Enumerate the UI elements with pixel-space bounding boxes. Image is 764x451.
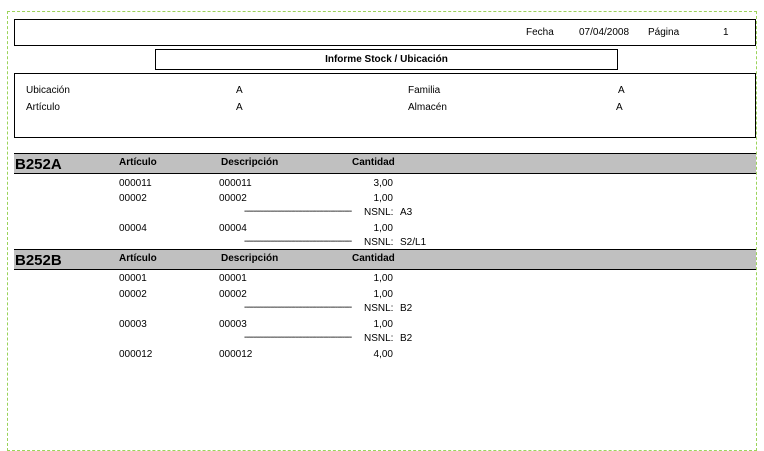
nsnl-value: B2 (400, 303, 413, 314)
row-cantidad: 1,00 (373, 193, 393, 204)
row-articulo: 00002 (119, 193, 147, 204)
row-cantidad: 1,00 (373, 319, 393, 330)
row-cantidad: 1,00 (373, 273, 393, 284)
nsnl-value: B2 (400, 333, 413, 344)
col-articulo-header: Artículo (119, 253, 157, 264)
row-descripcion: 00003 (219, 319, 247, 330)
row-articulo: 00003 (119, 319, 147, 330)
group-code: B252B (15, 252, 62, 269)
row-descripcion: 000011 (219, 178, 252, 189)
nsnl-value: A3 (400, 207, 413, 218)
dash-line: ---------------------------------------------- (244, 236, 352, 247)
pagina-label: Página (648, 27, 680, 38)
row-articulo: 00002 (119, 289, 147, 300)
dash-line: ---------------------------------------------- (244, 302, 352, 313)
group-band (14, 249, 756, 270)
row-articulo: 00001 (119, 273, 147, 284)
group-band (14, 153, 756, 174)
report-title: Informe Stock / Ubicación (155, 49, 618, 70)
row-cantidad: 4,00 (373, 349, 393, 360)
col-cantidad-header: Cantidad (352, 253, 395, 264)
nsnl-label: NSNL: (364, 237, 394, 248)
ubicacion-label: Ubicación (26, 85, 70, 96)
row-cantidad: 1,00 (373, 289, 393, 300)
familia-value: A (618, 85, 625, 96)
col-cantidad-header: Cantidad (352, 157, 395, 168)
articulo-filter-value: A (236, 102, 243, 113)
nsnl-label: NSNL: (364, 207, 394, 218)
row-descripcion: 00002 (219, 289, 247, 300)
row-articulo: 000012 (119, 349, 153, 360)
fecha-value: 07/04/2008 (579, 27, 630, 38)
row-articulo: 000011 (119, 178, 152, 189)
ubicacion-value: A (236, 85, 243, 96)
row-descripcion: 00001 (219, 273, 247, 284)
row-cantidad: 1,00 (373, 223, 393, 234)
almacen-value: A (616, 102, 623, 113)
familia-label: Familia (408, 85, 441, 96)
row-descripcion: 000012 (219, 349, 253, 360)
dash-line: ---------------------------------------------- (244, 206, 352, 217)
filters-box (14, 73, 756, 138)
group-code: B252A (15, 156, 62, 173)
almacen-label: Almacén (408, 102, 447, 113)
nsnl-label: NSNL: (364, 303, 394, 314)
row-descripcion: 00002 (219, 193, 247, 204)
col-articulo-header: Artículo (119, 157, 157, 168)
row-cantidad: 3,00 (373, 178, 393, 189)
col-descripcion-header: Descripción (221, 157, 279, 168)
row-articulo: 00004 (119, 223, 147, 234)
articulo-filter-label: Artículo (26, 102, 60, 113)
dash-line: ---------------------------------------------- (244, 332, 352, 343)
nsnl-value: S2/L1 (400, 237, 427, 248)
header-box (14, 19, 756, 46)
col-descripcion-header: Descripción (221, 253, 279, 264)
nsnl-label: NSNL: (364, 333, 394, 344)
row-descripcion: 00004 (219, 223, 247, 234)
pagina-value: 1 (723, 27, 729, 38)
fecha-label: Fecha (526, 27, 554, 38)
